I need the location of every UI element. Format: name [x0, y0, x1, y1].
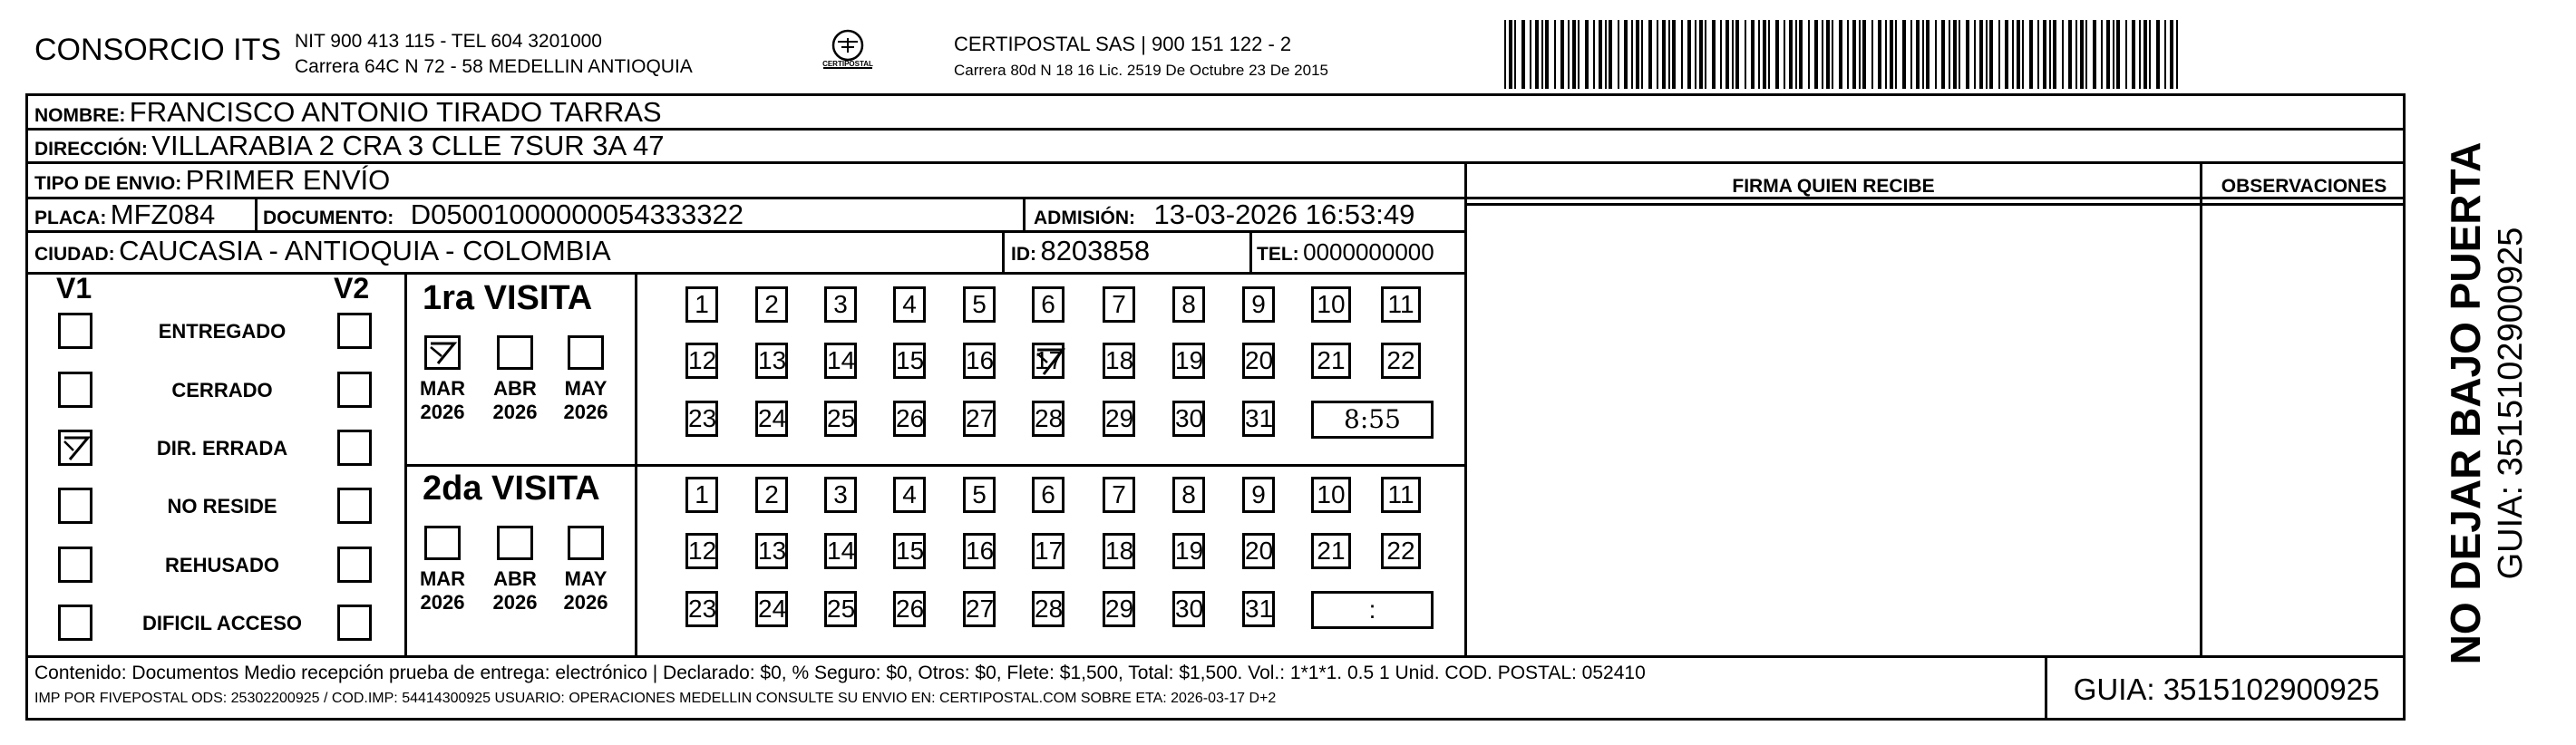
status-label-4: REHUSADO [165, 554, 279, 576]
barcode-bar [1839, 20, 1842, 89]
barcode-bar [1712, 20, 1716, 89]
barcode-bar [1941, 20, 1945, 89]
ciudad-label: CIUDAD: [34, 244, 115, 265]
visit2-day-11[interactable]: 11 [1381, 477, 1421, 513]
barcode-bar [2017, 20, 2020, 89]
visit1-month-box-1[interactable] [497, 335, 533, 370]
visit1-year-1: 2026 [492, 401, 538, 423]
logo-text: CERTIPOSTAL [822, 60, 873, 68]
barcode-bar [2012, 20, 2014, 89]
v1-checkbox-2[interactable] [58, 430, 92, 466]
visit1-day-19[interactable]: 19 [1172, 343, 1205, 379]
visit1-day-28[interactable]: 28 [1032, 401, 1064, 437]
visit1-day-21[interactable]: 21 [1311, 343, 1351, 379]
barcode-bar [1735, 20, 1739, 89]
barcode-bar [1814, 20, 1818, 89]
visit2-year-0: 2026 [420, 591, 465, 614]
barcode-bar [2156, 20, 2160, 89]
visit2-day-27[interactable]: 27 [963, 591, 996, 627]
visit2-month-1: ABR [493, 567, 537, 590]
barcode-bar [2037, 20, 2039, 89]
barcode-bar [1775, 20, 1779, 89]
certipostal-logo [816, 25, 880, 80]
barcode-bar [2106, 20, 2110, 89]
documento-label: DOCUMENTO: [263, 208, 394, 228]
footer-imp: IMP POR FIVEPOSTAL ODS: 25302200925 / COD.IMP: 54414300925 USUARIO: OPERACIONES MEDELLIN CONSULTE SU ENVIO EN: CERTIPOSTAL.COM SOBRE ETA: 2026-03-17 D+2 [34, 691, 1277, 706]
v1-checkbox-3[interactable] [58, 488, 92, 524]
barcode-bar [1585, 20, 1589, 89]
visit2-year-1: 2026 [492, 591, 538, 614]
barcode-bar [1922, 20, 1924, 89]
visit1-time-box[interactable]: 8:55 [1311, 401, 1434, 439]
visit2-day-29[interactable]: 29 [1103, 591, 1135, 627]
visit2-month-box-0[interactable] [424, 526, 461, 560]
barcode-bar [1895, 20, 1897, 89]
barcode-bar [2132, 20, 2135, 89]
barcode-bar [1609, 20, 1612, 89]
barcode-bar [1916, 20, 1920, 89]
visit2-day-23[interactable]: 23 [685, 591, 718, 627]
barcode-bar [1568, 20, 1570, 89]
barcode-bar [2022, 20, 2024, 89]
visit2-month-box-1[interactable] [497, 526, 533, 560]
barcode-bar [1530, 20, 1531, 89]
barcode-bar [2176, 20, 2178, 89]
visit1-day-4[interactable]: 4 [893, 286, 926, 323]
tipo-value: PRIMER ENVÍO [185, 164, 391, 196]
barcode-bar [2116, 20, 2120, 89]
barcode-bar [1624, 20, 1628, 89]
barcode-bar [1871, 20, 1873, 89]
barcode-bar [1795, 20, 1797, 89]
v1-checkbox-4[interactable] [58, 547, 92, 583]
visit1-year-2: 2026 [563, 401, 608, 423]
visit1-day-13[interactable]: 13 [755, 343, 788, 379]
visit1-day-22[interactable]: 22 [1381, 343, 1421, 379]
barcode-bar [1966, 20, 1969, 89]
documento-value: D05001000000054333322 [410, 198, 744, 230]
id-label: ID: [1011, 244, 1036, 265]
v2-checkbox-3[interactable] [337, 488, 372, 524]
direccion-value: VILLARABIA 2 CRA 3 CLLE 7SUR 3A 47 [151, 130, 665, 161]
footer-guia: GUIA: 3515102900925 [2073, 672, 2380, 706]
v2-checkbox-1[interactable] [337, 372, 372, 408]
barcode-bar [2170, 20, 2173, 89]
barcode-bar [1986, 20, 1988, 89]
footer-contenido: Contenido: Documentos Medio recepción prueba de entrega: electrónico | Declarado: $0, % Seguro: $0, Otros: $0, Flete: $1,500, Total: $1,500. Vol.: 1*1*1. 0.5 1 Unid. COD. POSTAL: 052410 [34, 663, 1646, 683]
barcode-bar [1959, 20, 1960, 89]
visit1-day-20[interactable]: 20 [1242, 343, 1275, 379]
barcode-bar [2101, 20, 2103, 89]
barcode-bar [1554, 20, 1556, 89]
barcode-bar [2164, 20, 2166, 89]
visit2-day-10[interactable]: 10 [1311, 477, 1351, 513]
barcode-bar [1578, 20, 1580, 89]
direccion-label: DIRECCIÓN: [34, 139, 148, 160]
status-label-3: NO RESIDE [167, 495, 277, 518]
barcode-bar [1672, 20, 1676, 89]
barcode-bar [1949, 20, 1950, 89]
admision-value: 13-03-2026 16:53:49 [1153, 198, 1415, 230]
visit2-day-9[interactable]: 9 [1242, 477, 1275, 513]
visit2-day-21[interactable]: 21 [1311, 533, 1351, 569]
barcode-bar [2093, 20, 2096, 89]
v2-label: V2 [334, 272, 370, 305]
barcode-bar [1535, 20, 1539, 89]
visit1-day-10[interactable]: 10 [1311, 286, 1351, 323]
visit1-day-5[interactable]: 5 [963, 286, 996, 323]
barcode-bar [1599, 20, 1602, 89]
visit1-day-29[interactable]: 29 [1103, 401, 1135, 437]
visit1-day-30[interactable]: 30 [1172, 401, 1205, 437]
barcode-bar [2080, 20, 2084, 89]
company-info-2: Carrera 64C N 72 - 58 MEDELLIN ANTIOQUIA [295, 56, 693, 77]
barcode-bar [1662, 20, 1666, 89]
visit2-day-12[interactable]: 12 [685, 533, 718, 569]
barcode-bar [2143, 20, 2147, 89]
visit2-day-15[interactable]: 15 [893, 533, 926, 569]
barcode-bar [1763, 20, 1766, 89]
v2-checkbox-5[interactable] [337, 605, 372, 641]
barcode-bar [1799, 20, 1803, 89]
barcode-bar [1509, 20, 1512, 89]
side-guia: GUIA: 3515102900925 [2492, 227, 2530, 580]
visit1-day-9[interactable]: 9 [1242, 286, 1275, 323]
courier-info-1: CERTIPOSTAL SAS | 900 151 122 - 2 [954, 33, 1292, 55]
visit2-day-7[interactable]: 7 [1103, 477, 1135, 513]
visit2-time-box[interactable]: : [1311, 591, 1434, 629]
barcode-bar [1859, 20, 1861, 89]
barcode-bar [1974, 20, 1976, 89]
v1-checkbox-1[interactable] [58, 372, 92, 408]
barcode-bar [1890, 20, 1893, 89]
barcode-bar [1862, 20, 1866, 89]
barcode-bar [1636, 20, 1639, 89]
barcode-bar [1885, 20, 1887, 89]
visit1-month-box-2[interactable] [568, 335, 604, 370]
firma-label: FIRMA QUIEN RECIBE [1732, 176, 1935, 197]
visit1-month-0: MAR [419, 377, 466, 400]
visit2-day-20[interactable]: 20 [1242, 533, 1275, 569]
tipo-label: TIPO DE ENVIO: [34, 173, 182, 194]
barcode-bar [1705, 20, 1706, 89]
placa-label: PLACA: [34, 208, 107, 228]
barcode-bar [1504, 20, 1506, 89]
visit1-day-23[interactable]: 23 [685, 401, 718, 437]
visit1-day-17[interactable] [1032, 343, 1064, 379]
barcode-bar [1751, 20, 1755, 89]
placa-value: MFZ084 [110, 198, 216, 230]
barcode-bar [1699, 20, 1703, 89]
company-info-1: NIT 900 413 115 - TEL 604 3201000 [295, 31, 602, 52]
visit2-day-30[interactable]: 30 [1172, 591, 1205, 627]
v1-checkbox-5[interactable] [58, 605, 92, 641]
visit1-month-2: MAY [564, 377, 608, 400]
visit1-day-3[interactable]: 3 [824, 286, 857, 323]
visit1-day-8[interactable]: 8 [1172, 286, 1205, 323]
tel-label: TEL: [1257, 244, 1299, 265]
barcode-bar [1732, 20, 1734, 89]
v1-checkbox-0[interactable] [58, 313, 92, 349]
visit1-day-16[interactable]: 16 [963, 343, 996, 379]
barcode-bar [2125, 20, 2127, 89]
visit2-title: 2da VISITA [423, 469, 600, 508]
visit1-day-27[interactable]: 27 [963, 401, 996, 437]
visit1-day-6[interactable]: 6 [1032, 286, 1064, 323]
barcode-bar [1910, 20, 1912, 89]
visit1-day-14[interactable]: 14 [824, 343, 857, 379]
barcode-bar [1572, 20, 1576, 89]
barcode-bar [1758, 20, 1760, 89]
visit1-day-label-17: 17 [1035, 346, 1064, 374]
visit2-day-3[interactable]: 3 [824, 477, 857, 513]
barcode-bar [1832, 20, 1833, 89]
barcode-bar [1668, 20, 1670, 89]
courier-info-2: Carrera 80d N 18 16 Lic. 2519 De Octubre 23 De 2015 [954, 62, 1328, 79]
barcode [1501, 20, 2182, 89]
visit2-day-1[interactable]: 1 [685, 477, 718, 513]
visit1-day-11[interactable]: 11 [1381, 286, 1421, 323]
nombre-value: FRANCISCO ANTONIO TIRADO TARRAS [129, 96, 662, 128]
barcode-bar [1998, 20, 2000, 89]
observaciones-label: OBSERVACIONES [2221, 176, 2387, 197]
barcode-bar [1902, 20, 1906, 89]
visit2-day-18[interactable]: 18 [1103, 533, 1135, 569]
barcode-bar [2085, 20, 2087, 89]
visit1-year-0: 2026 [420, 401, 465, 423]
company-name: CONSORCIO ITS [34, 33, 282, 67]
barcode-bar [1789, 20, 1793, 89]
barcode-bar [2068, 20, 2072, 89]
visit2-day-25[interactable]: 25 [824, 591, 857, 627]
visit2-day-26[interactable]: 26 [893, 591, 926, 627]
visit2-day-22[interactable]: 22 [1381, 533, 1421, 569]
barcode-bar [1768, 20, 1770, 89]
barcode-bar [2043, 20, 2046, 89]
visit1-day-26[interactable]: 26 [893, 401, 926, 437]
visit2-day-5[interactable]: 5 [963, 477, 996, 513]
visit2-day-17[interactable]: 17 [1032, 533, 1064, 569]
no-dejar-bajo-puerta: NO DEJAR BAJO PUERTA [2442, 141, 2489, 665]
barcode-bar [2062, 20, 2064, 89]
barcode-bar [1648, 20, 1652, 89]
barcode-bar [1641, 20, 1643, 89]
visit2-day-8[interactable]: 8 [1172, 477, 1205, 513]
barcode-bar [1521, 20, 1525, 89]
status-label-0: ENTREGADO [158, 320, 287, 343]
barcode-bar [1695, 20, 1696, 89]
visit2-day-6[interactable]: 6 [1032, 477, 1064, 513]
tel-value: 0000000000 [1303, 238, 1434, 266]
visit1-month-1: ABR [493, 377, 537, 400]
visit2-day-16[interactable]: 16 [963, 533, 996, 569]
visit2-month-0: MAR [419, 567, 466, 590]
barcode-bar [1745, 20, 1746, 89]
visit2-year-2: 2026 [563, 591, 608, 614]
v2-checkbox-0[interactable] [337, 313, 372, 349]
barcode-bar [1545, 20, 1549, 89]
barcode-bar [1720, 20, 1722, 89]
visit2-day-2[interactable]: 2 [755, 477, 788, 513]
v2-checkbox-4[interactable] [337, 547, 372, 583]
visit2-day-13[interactable]: 13 [755, 533, 788, 569]
barcode-bar [1725, 20, 1729, 89]
barcode-bar [1847, 20, 1849, 89]
barcode-bar [1681, 20, 1683, 89]
visit1-day-24[interactable]: 24 [755, 401, 788, 437]
barcode-bar [1808, 20, 1810, 89]
visit1-title: 1ra VISITA [423, 279, 593, 317]
admision-label: ADMISIÓN: [1034, 208, 1135, 228]
barcode-bar [1826, 20, 1830, 89]
barcode-bar [1618, 20, 1619, 89]
nombre-label: NOMBRE: [34, 105, 126, 126]
barcode-bar [2149, 20, 2151, 89]
visit1-day-15[interactable]: 15 [893, 343, 926, 379]
v1-label: V1 [56, 272, 92, 305]
visit1-day-18[interactable]: 18 [1103, 343, 1135, 379]
barcode-bar [2053, 20, 2056, 89]
status-label-2: DIR. ERRADA [156, 437, 288, 460]
barcode-bar [1935, 20, 1937, 89]
visit2-day-24[interactable]: 24 [755, 591, 788, 627]
visit1-day-12[interactable]: 12 [685, 343, 718, 379]
visit2-day-4[interactable]: 4 [893, 477, 926, 513]
visit2-day-28[interactable]: 28 [1032, 591, 1064, 627]
barcode-bar [1784, 20, 1785, 89]
barcode-bar [1878, 20, 1881, 89]
barcode-bar [2139, 20, 2141, 89]
visit1-day-2[interactable]: 2 [755, 286, 788, 323]
barcode-bar [2005, 20, 2008, 89]
visit1-month-box-0[interactable] [424, 335, 461, 370]
visit1-day-1[interactable]: 1 [685, 286, 718, 323]
visit2-month-box-2[interactable] [568, 526, 604, 560]
visit2-day-14[interactable]: 14 [824, 533, 857, 569]
barcode-bar [1926, 20, 1930, 89]
barcode-bar [2029, 20, 2033, 89]
visit2-day-19[interactable]: 19 [1172, 533, 1205, 569]
barcode-bar [1852, 20, 1856, 89]
id-value: 8203858 [1040, 235, 1151, 266]
barcode-bar [1989, 20, 1993, 89]
barcode-bar [1953, 20, 1957, 89]
barcode-bar [2049, 20, 2051, 89]
barcode-bar [1657, 20, 1658, 89]
barcode-bar [2113, 20, 2114, 89]
visit1-day-7[interactable]: 7 [1103, 286, 1135, 323]
visit2-month-2: MAY [564, 567, 608, 590]
barcode-bar [1631, 20, 1633, 89]
status-label-5: DIFICIL ACCESO [141, 612, 302, 634]
visit2-day-31[interactable]: 31 [1242, 591, 1275, 627]
barcode-bar [1687, 20, 1691, 89]
barcode-bar [1605, 20, 1607, 89]
ciudad-value: CAUCASIA - ANTIOQUIA - COLOMBIA [119, 235, 611, 266]
barcode-bar [1979, 20, 1983, 89]
v2-checkbox-2[interactable] [337, 430, 372, 466]
visit1-day-31[interactable]: 31 [1242, 401, 1275, 437]
visit1-day-25[interactable]: 25 [824, 401, 857, 437]
barcode-bar [1514, 20, 1516, 89]
barcode-bar [1593, 20, 1595, 89]
status-label-1: CERRADO [171, 379, 273, 402]
barcode-bar [1822, 20, 1823, 89]
barcode-bar [1560, 20, 1564, 89]
barcode-bar [1541, 20, 1543, 89]
barcode-bar [2075, 20, 2077, 89]
